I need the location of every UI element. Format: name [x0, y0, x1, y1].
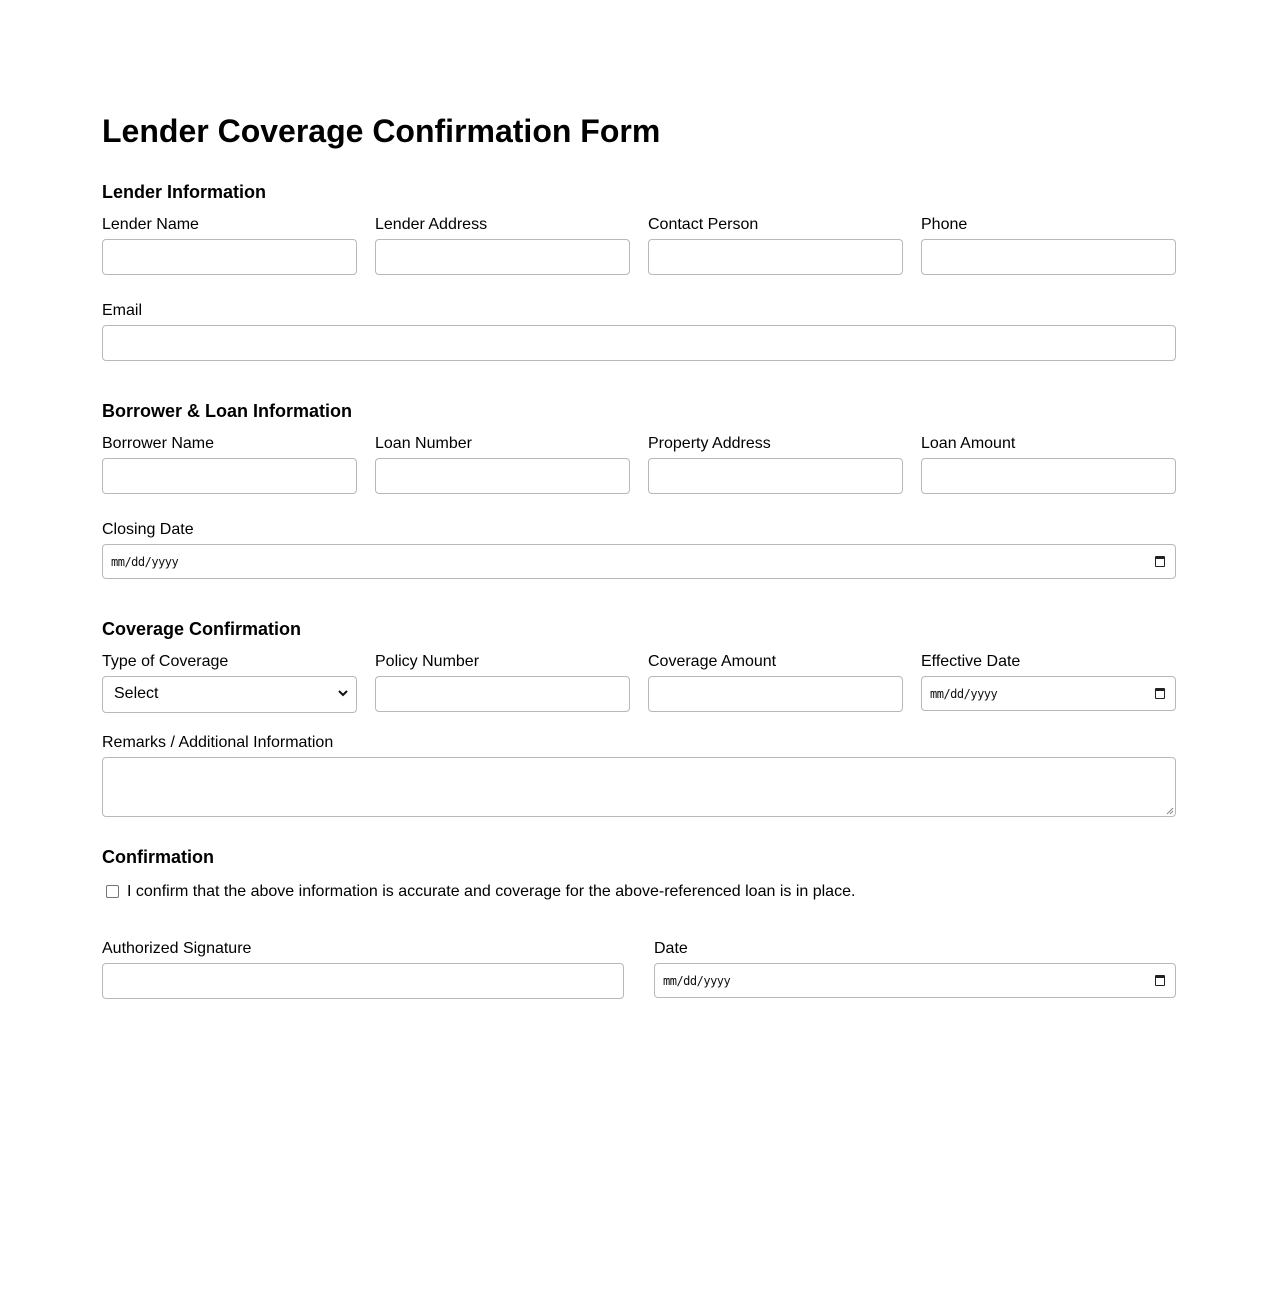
calendar-icon[interactable] [1155, 556, 1165, 567]
label-effective-date: Effective Date [921, 653, 1021, 670]
label-date: Date [654, 940, 688, 957]
section-title-borrower: Borrower & Loan Information [102, 401, 353, 421]
loan-number-input[interactable] [375, 458, 630, 494]
label-remarks: Remarks / Additional Information [102, 734, 334, 751]
field-property-address [648, 435, 903, 453]
type-of-coverage-selected: Select [114, 685, 159, 702]
field-closing-date [102, 521, 1176, 569]
label-lender-name: Lender Name [102, 216, 199, 233]
field-loan-number [375, 435, 630, 453]
field-email [102, 302, 1176, 320]
lender-name-input[interactable] [102, 239, 357, 275]
lender-address-input[interactable] [375, 239, 630, 275]
field-type-of-coverage [102, 653, 357, 702]
label-coverage-amount: Coverage Amount [648, 653, 777, 670]
resize-handle-icon[interactable] [1165, 806, 1174, 815]
label-type-of-coverage: Type of Coverage [102, 653, 229, 670]
section-title-confirmation: Confirmation [102, 847, 214, 867]
calendar-icon[interactable] [1155, 975, 1165, 986]
type-of-coverage-select[interactable] [102, 676, 357, 713]
section-title-coverage: Coverage Confirmation [102, 619, 302, 639]
property-address-input[interactable] [648, 458, 903, 494]
label-borrower-name: Borrower Name [102, 435, 215, 452]
page-title: Lender Coverage Confirmation Form [102, 113, 661, 149]
label-email: Email [102, 302, 143, 319]
label-signature: Authorized Signature [102, 940, 252, 957]
field-effective-date [921, 653, 1176, 701]
field-loan-amount [921, 435, 1176, 453]
field-borrower-name [102, 435, 357, 453]
date-placeholder: mm/dd/yyyy [663, 974, 731, 988]
remarks-textarea[interactable] [102, 757, 1176, 817]
closing-date-input[interactable] [102, 544, 1176, 579]
effective-date-placeholder: mm/dd/yyyy [930, 687, 998, 701]
field-lender-name [102, 216, 357, 234]
phone-input[interactable] [921, 239, 1176, 275]
label-closing-date: Closing Date [102, 521, 194, 538]
field-signature [102, 940, 624, 958]
date-input[interactable] [654, 963, 1176, 998]
confirm-checkbox[interactable] [106, 885, 119, 898]
label-loan-number: Loan Number [375, 435, 472, 452]
label-loan-amount: Loan Amount [921, 435, 1016, 452]
field-coverage-amount [648, 653, 903, 671]
effective-date-input[interactable] [921, 676, 1176, 711]
calendar-icon[interactable] [1155, 688, 1165, 699]
field-phone [921, 216, 1176, 234]
closing-date-placeholder: mm/dd/yyyy [111, 555, 179, 569]
confirm-checkbox-label[interactable]: I confirm that the above information is accurate and coverage for the above-referenced loan is in place. [127, 883, 856, 900]
label-property-address: Property Address [648, 435, 771, 452]
label-policy-number: Policy Number [375, 653, 480, 670]
signature-input[interactable] [102, 963, 624, 999]
label-phone: Phone [921, 216, 968, 233]
borrower-name-input[interactable] [102, 458, 357, 494]
chevron-down-icon [337, 687, 349, 699]
field-contact-person [648, 216, 903, 234]
email-input[interactable] [102, 325, 1176, 361]
section-title-lender: Lender Information [102, 182, 267, 202]
label-contact-person: Contact Person [648, 216, 759, 233]
contact-person-input[interactable] [648, 239, 903, 275]
policy-number-input[interactable] [375, 676, 630, 712]
loan-amount-input[interactable] [921, 458, 1176, 494]
field-policy-number [375, 653, 630, 671]
coverage-amount-input[interactable] [648, 676, 903, 712]
field-remarks [102, 734, 1176, 752]
field-date [654, 940, 1176, 988]
label-lender-address: Lender Address [375, 216, 488, 233]
field-lender-address [375, 216, 630, 234]
